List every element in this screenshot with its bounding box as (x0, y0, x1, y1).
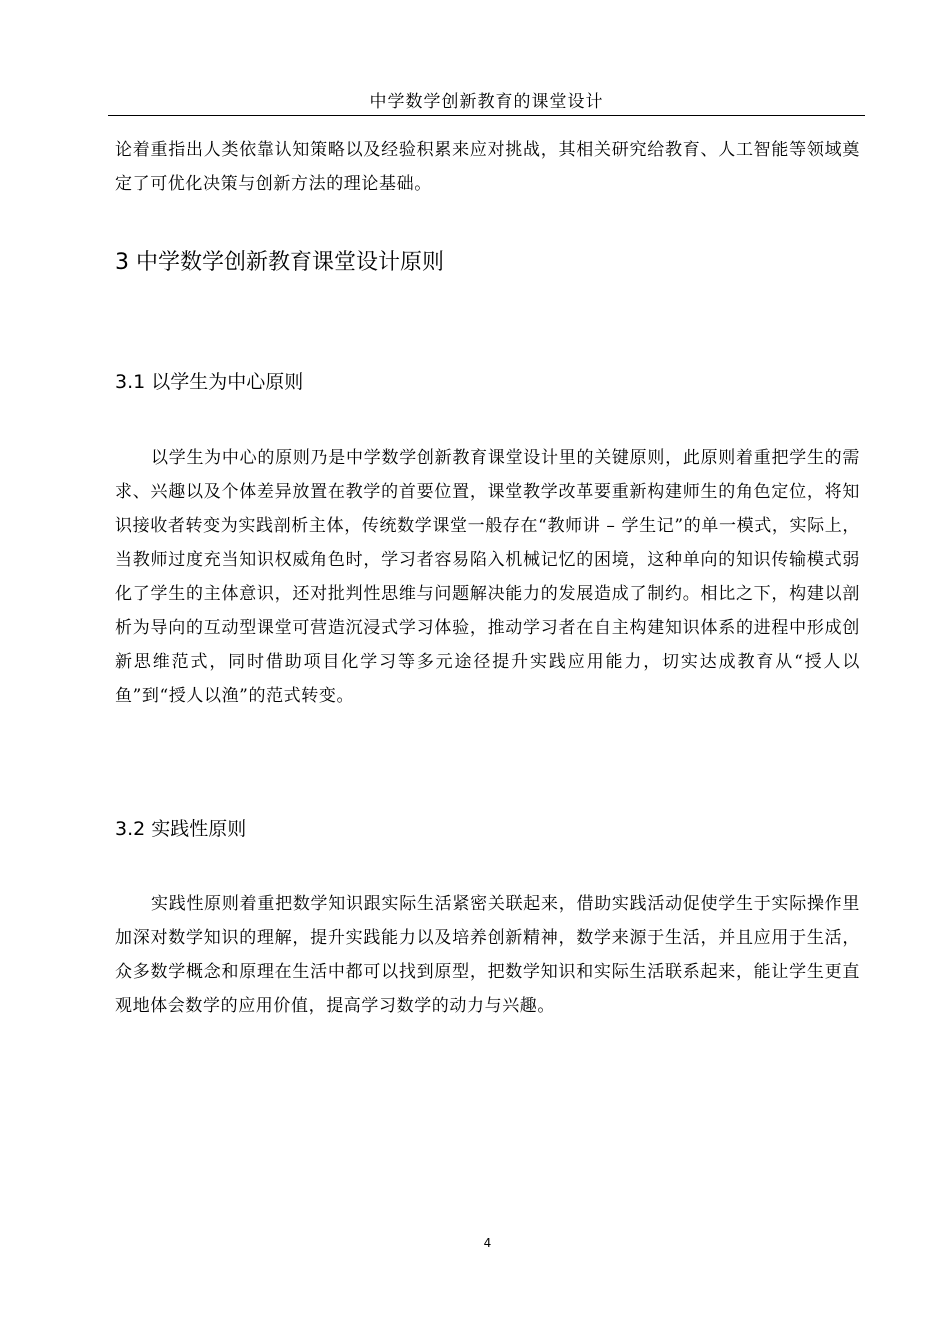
section-heading: 3.2 实践性原则 (115, 818, 247, 840)
running-header: 中学数学创新教育的课堂设计 (369, 92, 604, 112)
chapter-heading: 3 中学数学创新教育课堂设计原则 (115, 250, 444, 275)
body-paragraph: 实践性原则着重把数学知识跟实际生活紧密关联起来，借助实践活动促使学生于实际操作里加深对数学知识的理解，提升实践能力以及培养创新精神，数学来源于生活，并且应用于生活，众多数学概念和原理在生活中都可以找到原型，把数学知识和实际生活联系起来，能让学生更直观地体会数学的应用价值，提高学习数学的动力与兴趣。 (115, 894, 860, 1016)
page-number: 4 (483, 1236, 492, 1250)
continuation-paragraph: 论着重指出人类依靠认知策略以及经验积累来应对挑战，其相关研究给教育、人工智能等领域奠定了可优化决策与创新方法的理论基础。 (115, 140, 860, 194)
body-paragraph: 以学生为中心的原则乃是中学数学创新教育课堂设计里的关键原则，此原则着重把学生的需求、兴趣以及个体差异放置在教学的首要位置，课堂教学改革要重新构建师生的角色定位，将知识接收者转变为实践剖析主体，传统数学课堂一般存在“教师讲 – 学生记”的单一模式，实际上，当教师过度充当知识权威角色时，学习者容易陷入机械记忆的困境，这种单向的知识传输模式弱化了学生的主体意识，还对批判性思维与问题解决能力的发展造成了制约。相比之下，构建以剖析为导向的互动型课堂可营造沉浸式学习体验，推动学习者在自主构建知识体系的进程中形成创新思维范式，同时借助项目化学习等多元途径提升实践应用能力，切实达成教育从“授人以鱼”到“授人以渔”的范式转变。 (115, 448, 860, 706)
section-heading: 3.1 以学生为中心原则 (115, 371, 304, 393)
header-rule (108, 115, 865, 116)
